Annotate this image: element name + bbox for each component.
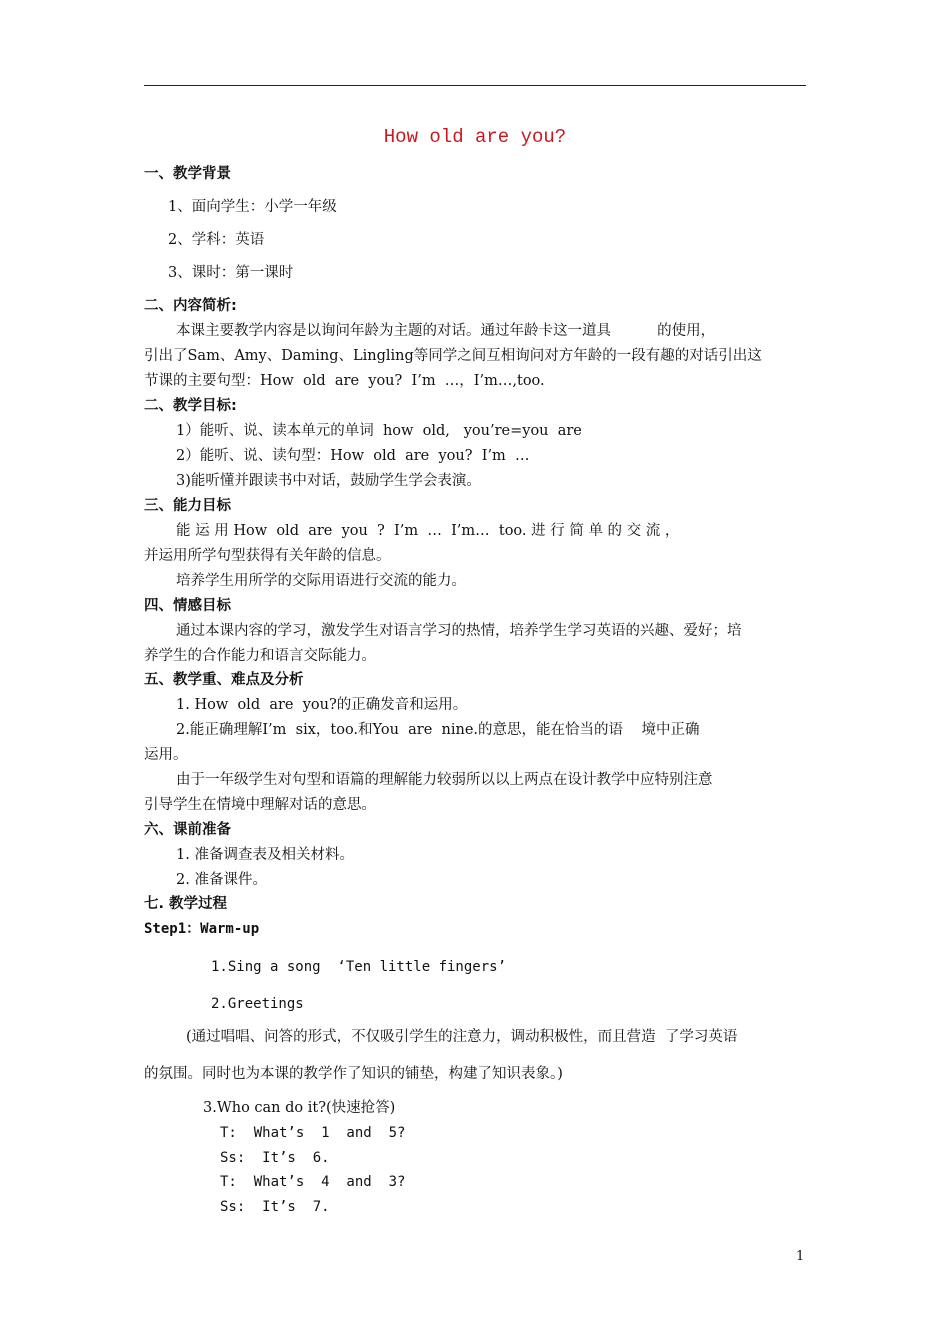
paragraph-line: 引导学生在情境中理解对话的意思。 xyxy=(144,797,376,813)
section-heading-content: 二、内容简析: xyxy=(144,298,237,314)
section-heading-background: 一、教学背景 xyxy=(144,166,231,182)
list-item: 1、面向学生：小学一年级 xyxy=(168,199,337,215)
paragraph-line: 养学生的合作能力和语言交际能力。 xyxy=(144,648,376,664)
dialogue-line: Ss: It’s 6. xyxy=(220,1150,330,1166)
paragraph-line: 2）能听、说、读句型：How old are you? I’m … xyxy=(176,448,530,464)
dialogue-line: T: What’s 4 and 3? xyxy=(220,1174,406,1190)
dialogue-line: T: What’s 1 and 5? xyxy=(220,1125,406,1141)
paragraph-line: (通过唱唱、问答的形式，不仅吸引学生的注意力，调动积极性，而且营造 了学习英语 xyxy=(186,1029,738,1045)
section-heading-process: 七. 教学过程 xyxy=(144,896,228,912)
paragraph-line: 的氛围。同时也为本课的教学作了知识的铺垫，构建了知识表象。) xyxy=(144,1066,563,1082)
dialogue-line: Ss: It’s 7. xyxy=(220,1199,330,1215)
paragraph-line: 运用。 xyxy=(144,747,188,763)
section-heading-objectives: 二、教学目标: xyxy=(144,398,237,414)
paragraph-line: 1.Sing a song ‘Ten little fingers’ xyxy=(211,959,507,975)
paragraph-line: 2.Greetings xyxy=(211,996,304,1012)
list-item: 2、学科：英语 xyxy=(168,232,265,248)
paragraph-line: 节课的主要句型：How old are you? I’m …，I’m…,too. xyxy=(144,373,545,389)
header-rule xyxy=(144,85,806,86)
section-heading-key-points: 五、教学重、难点及分析 xyxy=(144,672,304,688)
section-heading-emotion: 四、情感目标 xyxy=(144,598,231,614)
paragraph-line: 能 运 用 How old are you ? I’m … I’m… too. 进 行 简 单 的 交 流 ， xyxy=(176,523,680,539)
document-title: How old are you? xyxy=(383,126,567,148)
step-heading: Step1：Warm-up xyxy=(144,921,260,937)
paragraph-line: 3)能听懂并跟读书中对话，鼓励学生学会表演。 xyxy=(176,473,481,489)
paragraph-line: 本课主要教学内容是以询问年龄为主题的对话。通过年龄卡这一道具 的使用， xyxy=(176,323,716,339)
section-heading-ability: 三、能力目标 xyxy=(144,498,231,514)
paragraph-line: 并运用所学句型获得有关年龄的信息。 xyxy=(144,548,391,564)
section-heading-preparation: 六、课前准备 xyxy=(144,822,231,838)
paragraph-line: 1）能听、说、读本单元的单词 how old, you’re=you are xyxy=(176,423,582,439)
list-item: 3、课时：第一课时 xyxy=(168,265,294,281)
paragraph-line: 1. 准备调查表及相关材料。 xyxy=(176,847,354,863)
paragraph-line: 2. 准备课件。 xyxy=(176,872,267,888)
paragraph-line: 3.Who can do it?(快速抢答) xyxy=(203,1100,396,1116)
paragraph-line: 通过本课内容的学习，激发学生对语言学习的热情，培养学生学习英语的兴趣、爱好；培 xyxy=(176,623,742,639)
paragraph-line: 由于一年级学生对句型和语篇的理解能力较弱所以以上两点在设计教学中应特别注意 xyxy=(176,772,713,788)
paragraph-line: 2.能正确理解I’m six，too.和You are nine.的意思，能在恰当的语 境中正确 xyxy=(176,722,700,738)
paragraph-line: 培养学生用所学的交际用语进行交流的能力。 xyxy=(176,573,466,589)
paragraph-line: 引出了Sam、Amy、Daming、Lingling等同学之间互相询问对方年龄的一段有趣的对话引出这 xyxy=(144,348,762,364)
page-number: 1 xyxy=(796,1249,805,1264)
paragraph-line: 1. How old are you?的正确发音和运用。 xyxy=(176,697,468,713)
